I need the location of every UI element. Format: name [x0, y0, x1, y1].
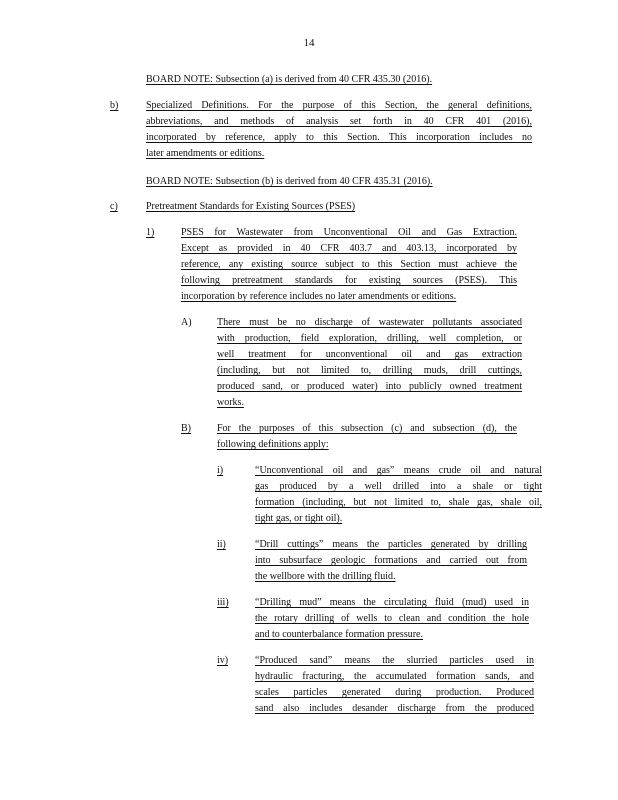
subsection-b-text: Specialized Definitions. For the purpose of this Section, the general definitions, abbreviations, and methods of analysis set forth in 40 CFR 401 (2016), incorporated by reference, apply to this Section. This incorporation includes no later amendments or editions.	[146, 100, 532, 159]
definition-ii-text: “Drill cuttings” means the particles generated by drilling into subsurface geologic formations and carried out from the wellbore with the drilling fluid.	[255, 539, 527, 582]
board-note-a-text: BOARD NOTE: Subsection (a) is derived from 40 CFR 435.30 (2016).	[146, 74, 433, 85]
subsection-c-heading: Pretreatment Standards for Existing Sources (PSES)	[146, 201, 356, 212]
definition-iv-label: iv)	[217, 655, 229, 666]
board-note-a	[146, 72, 496, 88]
definition-i-label: i)	[217, 465, 224, 476]
paragraph-1-label: 1)	[146, 227, 155, 238]
board-note-b-text: BOARD NOTE: Subsection (b) is derived from 40 CFR 435.31 (2016).	[146, 176, 433, 187]
subsection-b-label: b)	[110, 100, 119, 111]
subsection-c-label: c)	[110, 201, 118, 212]
definition-iii-label: iii)	[217, 597, 229, 608]
subparagraph-a-label: A)	[181, 317, 192, 328]
definition-i-text: “Unconventional oil and gas” means crude oil and natural gas produced by a well drilled into a shale or tight formation (including, but not limited to, shale gas, shale oil, tight gas, or tight oil).	[255, 465, 542, 524]
board-note-b	[146, 174, 496, 190]
definition-iv-text: “Produced sand” means the slurried particles used in hydraulic fracturing, the accumulated formation sands, and scales particles generated during production. Produced sand also includes desander discharge from the produced	[255, 655, 534, 714]
subparagraph-b-label: B)	[181, 423, 191, 434]
definition-iii-text: “Drilling mud” means the circulating fluid (mud) used in the rotary drilling of wells to clean and condition the hole and to counterbalance formation pressure.	[255, 597, 529, 640]
definition-ii-label: ii)	[217, 539, 226, 550]
subparagraph-b-text: For the purposes of this subsection (c) and subsection (d), the following definitions apply:	[217, 423, 517, 450]
page-number: 14	[303, 37, 315, 49]
subparagraph-a-text: There must be no discharge of wastewater pollutants associated with production, field exploration, drilling, well completion, or well treatment for unconventional oil and gas extraction (including, but not limited to, drilling muds, drill cuttings, produced sand, or produced water) into publicly owned treatment works.	[217, 317, 522, 408]
paragraph-1-text: PSES for Wastewater from Unconventional Oil and Gas Extraction. Except as provided in 40 CFR 403.7 and 403.13, incorporated by reference, any existing source subject to this Section must achieve the following pretreatment standards for existing sources (PSES). This incorporation by reference includes no later amendments or editions.	[181, 227, 517, 302]
